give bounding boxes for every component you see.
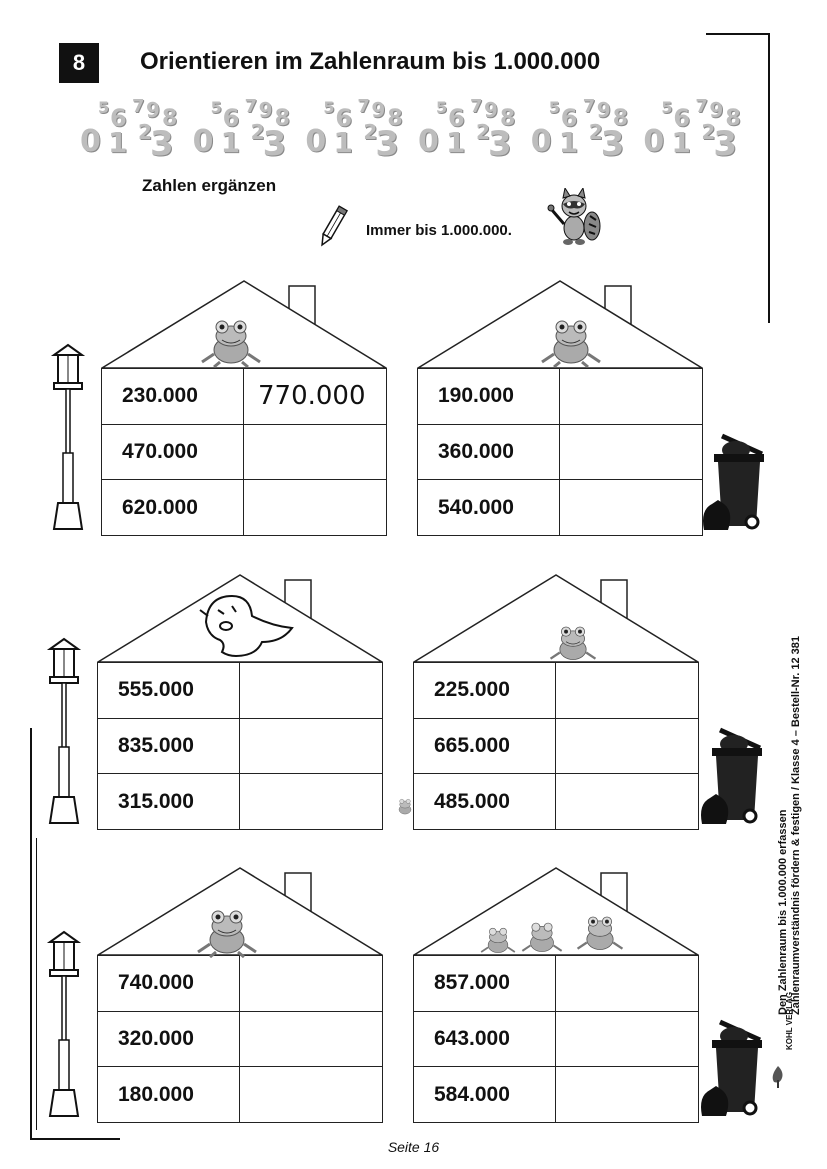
answer-cell[interactable] [556, 1011, 699, 1067]
given-number: 665.000 [414, 718, 556, 774]
given-number: 225.000 [414, 663, 556, 719]
answer-cell[interactable] [556, 1067, 699, 1123]
given-number: 584.000 [414, 1067, 556, 1123]
raccoon-icon [546, 188, 604, 246]
frog-icon [540, 318, 602, 368]
given-number: 190.000 [418, 369, 560, 425]
answer-cell[interactable] [240, 956, 383, 1012]
number-table [417, 368, 703, 536]
answer-cell[interactable] [556, 956, 699, 1012]
house-6 [413, 867, 699, 1123]
table-row [98, 1011, 383, 1067]
given-number: 315.000 [98, 774, 240, 830]
sidebar-line-2: Zahlenraumverständnis fördern & festigen / Klasse 4 – Bestell-Nr. 12 381 [790, 635, 802, 1015]
pencil-icon [318, 204, 348, 250]
given-number: 485.000 [414, 774, 556, 830]
street-lamp-icon [40, 637, 88, 827]
frog-icon [576, 913, 624, 955]
given-number: 470.000 [102, 424, 244, 480]
answer-cell[interactable]: 770.000 [244, 369, 387, 425]
frog-icon [394, 794, 416, 820]
table-row [418, 424, 703, 480]
section-subtitle: Zahlen ergänzen [142, 176, 277, 195]
table-row [414, 774, 699, 830]
street-lamp-icon [44, 343, 92, 533]
sidebar-line-1: Den Zahlenraum bis 1.000.000 erfassen [777, 809, 789, 1015]
sidebar-info [777, 636, 803, 1015]
table-row [418, 480, 703, 536]
table-row [98, 956, 383, 1012]
given-number: 555.000 [98, 663, 240, 719]
publisher-name: KOHL VERLAG [785, 991, 794, 1050]
given-number: 180.000 [98, 1067, 240, 1123]
frog-icon [521, 920, 563, 956]
table-row [102, 369, 387, 425]
answer-cell[interactable] [240, 1011, 383, 1067]
table-row [98, 718, 383, 774]
given-number: 643.000 [414, 1011, 556, 1067]
answer-cell[interactable] [556, 774, 699, 830]
table-row [414, 1067, 699, 1123]
street-lamp-icon [40, 930, 88, 1120]
answer-cell[interactable] [240, 1067, 383, 1123]
table-row [414, 718, 699, 774]
page-title: Orientieren im Zahlenraum bis 1.000.000 [140, 48, 601, 75]
frog-icon [200, 318, 262, 368]
frog-icon [549, 624, 597, 664]
answer-cell[interactable] [556, 663, 699, 719]
number-tile: 5 6 7 9 8 2 3 0 1 [192, 96, 290, 160]
trash-bin-icon [698, 1016, 772, 1118]
number-banner [78, 96, 748, 160]
answer-cell[interactable] [560, 480, 703, 536]
table-row [414, 1011, 699, 1067]
frog-icon [196, 908, 258, 958]
given-number: 835.000 [98, 718, 240, 774]
answer-cell[interactable] [556, 718, 699, 774]
given-number: 230.000 [102, 369, 244, 425]
number-tile: 5 6 7 9 8 2 3 0 1 [418, 96, 516, 160]
given-number: 540.000 [418, 480, 560, 536]
number-table [97, 662, 383, 830]
answer-cell[interactable] [240, 774, 383, 830]
house-4 [413, 574, 699, 830]
given-number: 857.000 [414, 956, 556, 1012]
table-row [102, 480, 387, 536]
page-number: Seite 16 [387, 1139, 440, 1155]
answer-cell[interactable] [560, 424, 703, 480]
ghost-icon [196, 592, 294, 660]
answer-cell[interactable] [244, 424, 387, 480]
frog-icon [480, 926, 516, 956]
frame-top-right-v [768, 33, 770, 323]
table-row [414, 663, 699, 719]
publisher-logo-icon [770, 1064, 786, 1088]
frame-left-inner [36, 838, 37, 1130]
number-table [97, 955, 383, 1123]
number-tile: 5 6 7 9 8 2 3 0 1 [305, 96, 403, 160]
number-table [413, 955, 699, 1123]
frame-left-v [30, 728, 32, 1138]
given-number: 360.000 [418, 424, 560, 480]
table-row [102, 424, 387, 480]
number-table [413, 662, 699, 830]
instruction-text: Immer bis 1.000.000. [366, 222, 512, 239]
trash-bin-icon [698, 724, 772, 826]
task-number-badge: 8 [59, 43, 99, 83]
house-5 [97, 867, 383, 1123]
table-row [414, 956, 699, 1012]
given-number: 620.000 [102, 480, 244, 536]
answer-cell[interactable] [244, 480, 387, 536]
frame-top-right [706, 33, 768, 35]
answer-cell[interactable] [240, 718, 383, 774]
table-row [98, 1067, 383, 1123]
number-tile: 5 6 7 9 8 2 3 0 1 [643, 96, 741, 160]
answer-cell[interactable] [560, 369, 703, 425]
answer-cell[interactable] [240, 663, 383, 719]
table-row [98, 663, 383, 719]
given-number: 740.000 [98, 956, 240, 1012]
table-row [418, 369, 703, 425]
trash-bin-icon [700, 430, 774, 532]
number-tile: 5 6 7 9 8 2 3 0 1 [530, 96, 628, 160]
table-row [98, 774, 383, 830]
number-tile: 5 6 7 9 8 2 3 0 1 [80, 96, 178, 160]
number-table [101, 368, 387, 536]
given-number: 320.000 [98, 1011, 240, 1067]
